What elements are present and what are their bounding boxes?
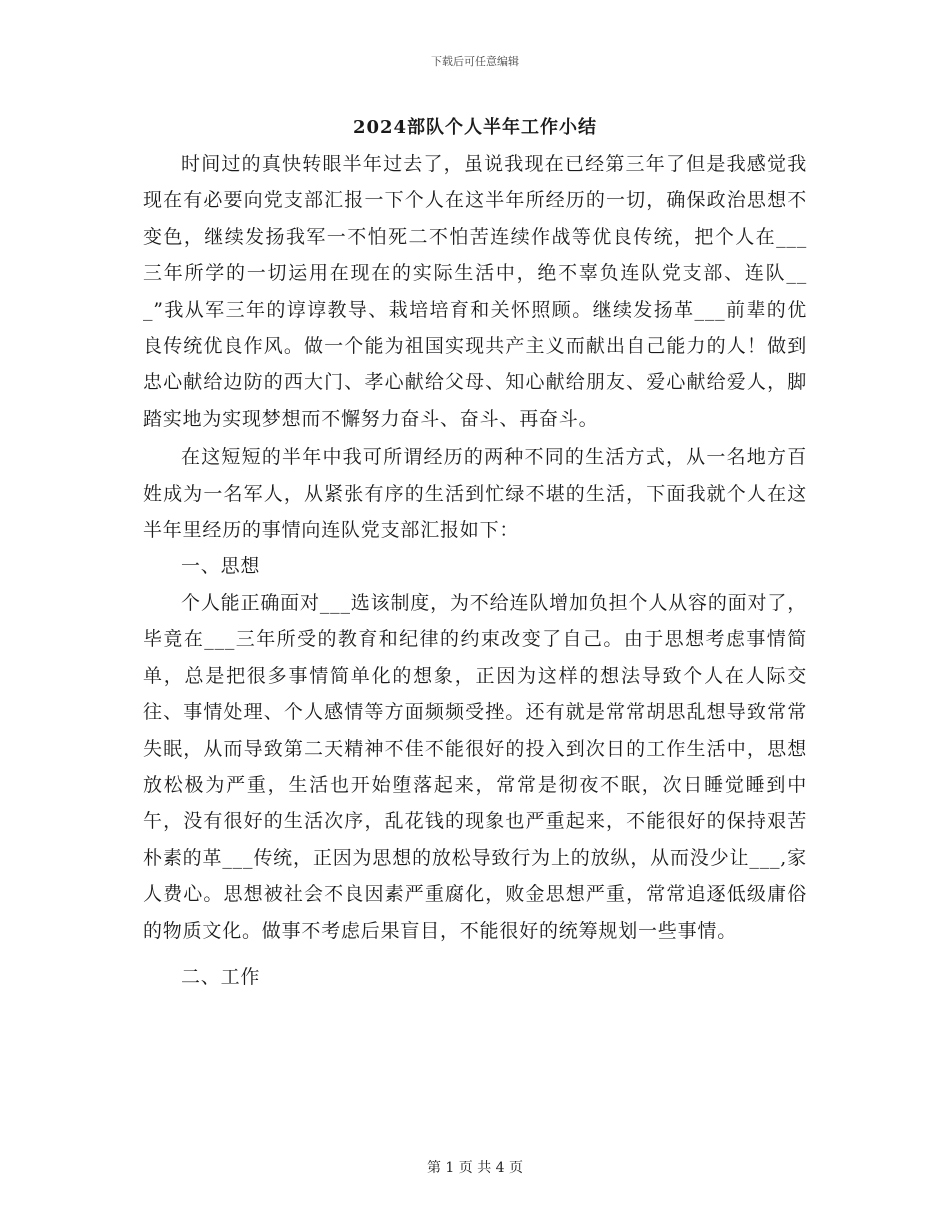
header-note: 下载后可任意编辑	[431, 55, 519, 68]
document-title: 2024部队个人半年工作小结	[352, 117, 598, 138]
paragraph-thought: 个人能正确面对___选该制度，为不给连队增加负担个人从容的面对了，毕竟在___三年所受的教育和纪律的约束改变了自己。由于思想考虑事情简单，总是把很多事情简单化的想象，正因为这样的想法导致个人在人际交往、事情处理、个人感情等方面频频受挫。还有就是常常胡思乱想导致常常失眠，从而导致第二天精神不佳不能很好的投入到次日的工作生活中，思想放松极为严重，生活也开始堕落起来，常常是彻夜不眠，次日睡觉睡到中午，没有很好的生活次序，乱花钱的现象也严重起来，不能很好的保持艰苦朴素的革___传统，正因为思想的放松导致行为上的放纵，从而没少让___,家人费心。思想被社会不良因素严重腐化，败金思想严重，常常追逐低级庸俗的物质文化。做事不考虑后果盲目，不能很好的统筹规划一些事情。	[143, 591, 807, 942]
paragraph-intro: 时间过的真快转眼半年过去了，虽说我现在已经第三年了但是我感觉我现在有必要向党支部汇报一下个人在这半年所经历的一切，确保政治思想不变色，继续发扬我军一不怕死二不怕苦连续作战等优良传统，把个人在___三年所学的一切运用在现在的实际生活中，绝不辜负连队党支部、连队___”我从军三年的谆谆教导、栽培培育和关怀照顾。继续发扬革___前辈的优良传统优良作风。做一个能为祖国实现共产主义而献出自己能力的人！做到忠心献给边防的西大门、孝心献给父母、知心献给朋友、爱心献给爱人，脚踏实地为实现梦想而不懈努力奋斗、奋斗、再奋斗。	[143, 153, 807, 430]
section-heading-thought: 一、思想	[181, 555, 261, 578]
paragraph-overview: 在这短短的半年中我可所谓经历的两种不同的生活方式，从一名地方百姓成为一名军人，从紧张有序的生活到忙绿不堪的生活，下面我就个人在这半年里经历的事情向连队党支部汇报如下：	[143, 446, 807, 542]
page-footer: 第 1 页 共 4 页	[426, 1160, 524, 1176]
document-body	[143, 146, 807, 995]
section-heading-work: 二、工作	[181, 965, 261, 988]
